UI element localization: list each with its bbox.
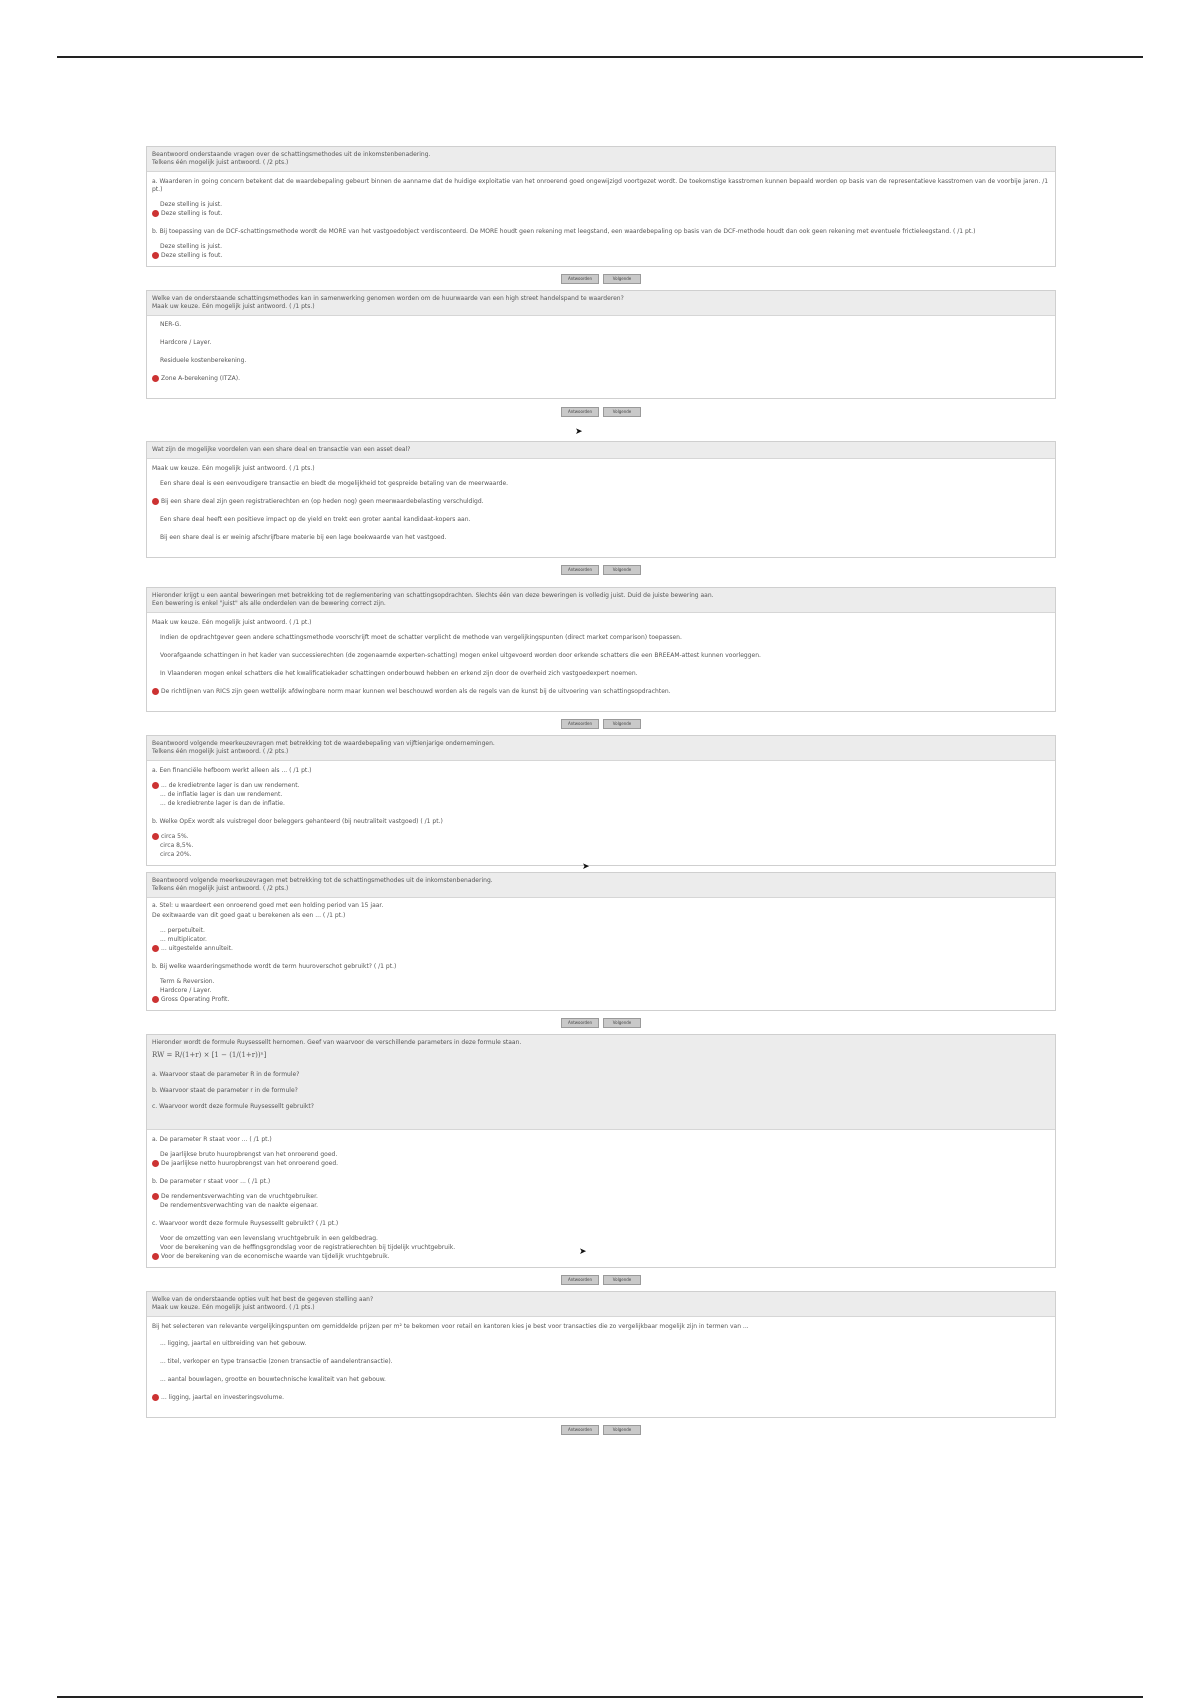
question-1 — [146, 146, 1056, 267]
options — [152, 633, 1050, 696]
question-4 — [146, 587, 1056, 712]
radio-selected-icon[interactable] — [152, 782, 159, 789]
options-b — [152, 832, 1050, 859]
cursor-icon: ➤ — [575, 427, 583, 437]
option[interactable]: ... uitgestelde annuïteit. — [152, 944, 1050, 953]
radio-selected-icon[interactable] — [152, 252, 159, 259]
options-a — [152, 781, 1050, 808]
option[interactable]: ... perpetuïteit. — [152, 926, 1050, 935]
question-instruction: Telkens één mogelijk juist antwoord. ( /2 pts.) — [152, 885, 289, 892]
options — [152, 320, 1050, 383]
question-header — [147, 1292, 1055, 1317]
question-instruction: Maak uw keuze. Eén mogelijk juist antwoord. ( /1 pt.) — [152, 619, 312, 626]
radio-icon[interactable] — [152, 635, 158, 641]
question-text: Welke van de onderstaande opties vult het best de gegeven stelling aan? — [152, 1296, 374, 1303]
options-b — [152, 242, 1050, 260]
radio-selected-icon[interactable] — [152, 1394, 159, 1401]
radio-icon[interactable] — [152, 1152, 158, 1158]
question-header — [147, 442, 1055, 459]
subquestion-b: b. Bij toepassing van de DCF-schattingsmethode wordt de MORE van het vastgoedobject verdisconteerd. De MORE houdt geen rekening met leegstand, een waardebepaling op basis van de DCF-methode houdt dan ook geen rekening met eventuele frictieleegstand. ( /1 pt.) — [152, 228, 976, 235]
button-row — [146, 405, 1056, 419]
option[interactable]: De rendementsverwachting van de naakte eigenaar. — [152, 1201, 1050, 1210]
radio-selected-icon[interactable] — [152, 945, 159, 952]
question-header — [147, 291, 1055, 316]
option[interactable]: Bij een share deal is er weinig afschrijfbare materie bij een lage boekwaarde van het vastgoed. — [152, 533, 1050, 542]
question-3 — [146, 441, 1056, 558]
subquestion-b: b. De parameter r staat voor ... ( /1 pt.) — [152, 1178, 271, 1185]
question-header — [147, 147, 1055, 172]
radio-icon[interactable] — [152, 358, 158, 364]
option[interactable]: De jaarlijkse bruto huuropbrengst van het onroerend goed. — [152, 1150, 1050, 1159]
question-2 — [146, 290, 1056, 399]
check-button[interactable]: Antwoorden — [561, 407, 599, 417]
option[interactable]: Term & Reversion. — [152, 977, 1050, 986]
radio-icon[interactable] — [152, 937, 158, 943]
option[interactable]: circa 5%. — [152, 832, 1050, 841]
button-row — [146, 1016, 1056, 1030]
question-header — [147, 588, 1055, 613]
option[interactable]: ... de kredietrente lager is dan de inflatie. — [152, 799, 1050, 808]
option[interactable]: ... titel, verkoper en type transactie (zonen transactie of aandelentransactie). — [152, 1357, 1050, 1366]
option[interactable]: ... ligging, jaartal en investeringsvolume. — [152, 1393, 1050, 1402]
question-6 — [146, 872, 1056, 1011]
prompt-a: a. Waarvoor staat de parameter R in de formule? — [152, 1071, 300, 1078]
button-row — [146, 1273, 1056, 1287]
check-button[interactable]: Antwoorden — [561, 274, 599, 284]
radio-icon[interactable] — [152, 517, 158, 523]
radio-icon[interactable] — [152, 792, 158, 798]
question-instruction: Maak uw keuze. Eén mogelijk juist antwoord. ( /1 pts.) — [152, 465, 315, 472]
radio-icon[interactable] — [152, 928, 158, 934]
subquestion-a-detail: De exitwaarde van dit goed gaat u berekenen als een ... ( /1 pt.) — [152, 912, 346, 919]
option[interactable]: ... multiplicator. — [152, 935, 1050, 944]
prompt-c: c. Waarvoor wordt deze formule Ruysessellt gebruikt? — [152, 1103, 314, 1110]
subquestion-a: a. Waarderen in going concern betekent dat de waardebepaling gebeurt binnen de aanname dat de huidige exploitatie van het onroerend goed ongewijzigd voortgezet wordt. De toekomstige kasstromen kunnen bepaald worden op basis van de representatieve kasstromen van de voorbije jaren. /1 pt.) — [152, 178, 1049, 193]
next-button[interactable]: Volgende — [603, 274, 641, 284]
check-button[interactable]: Antwoorden — [561, 1425, 599, 1435]
subquestion-a: a. Stel: u waardeert een onroerend goed met een holding period van 15 jaar. — [152, 902, 384, 909]
question-text: Welke van de onderstaande schattingsmethodes kan in samenwerking genomen worden om de huurwaarde van een high street handelspand te waarderen? — [152, 295, 624, 302]
question-instruction: Maak uw keuze. Eén mogelijk juist antwoord. ( /1 pts.) — [152, 1304, 315, 1311]
question-text: Hieronder krijgt u een aantal beweringen met betrekking tot de reglementering van schattingsopdrachten. Slechts één van deze beweringen is volledig juist. Duid de juiste bewering aan. — [152, 592, 714, 599]
radio-icon[interactable] — [152, 202, 158, 208]
option[interactable]: Bij een share deal zijn geen registratierechten en (op heden nog) geen meerwaardebelasting verschuldigd. — [152, 497, 1050, 506]
question-7 — [146, 1034, 1056, 1268]
option[interactable]: Residuele kostenberekening. — [152, 356, 1050, 365]
check-button[interactable]: Antwoorden — [561, 1275, 599, 1285]
radio-selected-icon[interactable] — [152, 498, 159, 505]
button-row — [146, 272, 1056, 286]
next-button[interactable]: Volgende — [603, 719, 641, 729]
check-button[interactable]: Antwoorden — [561, 1018, 599, 1028]
options-a — [152, 926, 1050, 953]
radio-icon[interactable] — [152, 653, 158, 659]
question-instruction: Maak uw keuze. Eén mogelijk juist antwoord. ( /1 pts.) — [152, 303, 315, 310]
radio-selected-icon[interactable] — [152, 688, 159, 695]
question-text: Beantwoord volgende meerkeuzevragen met betrekking tot de schattingsmethodes uit de inkomstenbenadering. — [152, 877, 493, 884]
radio-selected-icon[interactable] — [152, 1160, 159, 1167]
option[interactable]: circa 8,5%. — [152, 841, 1050, 850]
radio-icon[interactable] — [152, 1236, 158, 1242]
option[interactable]: ... aantal bouwlagen, grootte en bouwtechnische kwaliteit van het gebouw. — [152, 1375, 1050, 1384]
option[interactable]: Een share deal is een eenvoudigere transactie en biedt de mogelijkheid tot gespreide betaling van de meerwaarde. — [152, 479, 1050, 488]
option[interactable]: Voorafgaande schattingen in het kader van successierechten (de zogenaamde experten-schatting) mogen enkel uitgevoerd worden door erkende schatters die een BREEAM-attest kunnen voorleggen. — [152, 651, 1050, 660]
next-button[interactable]: Volgende — [603, 407, 641, 417]
option[interactable]: Zone A-berekening (ITZA). — [152, 374, 1050, 383]
subquestion-a: a. Een financiële hefboom werkt alleen als ... ( /1 pt.) — [152, 767, 312, 774]
exam-page — [146, 146, 1056, 1441]
next-button[interactable]: Volgende — [603, 1275, 641, 1285]
radio-icon[interactable] — [152, 481, 158, 487]
question-header — [147, 1035, 1055, 1130]
cursor-icon: ➤ — [582, 862, 590, 872]
option[interactable]: ... de kredietrente lager is dan uw rendement. — [152, 781, 1050, 790]
subquestion-b: b. Bij welke waarderingsmethode wordt de term huuroverschot gebruikt? ( /1 pt.) — [152, 963, 397, 970]
options-c — [152, 1234, 1050, 1261]
subquestion-a: a. De parameter R staat voor ... ( /1 pt.) — [152, 1136, 272, 1143]
check-button[interactable]: Antwoorden — [561, 565, 599, 575]
question-statement: Bij het selecteren van relevante vergelijkingspunten om gemiddelde prijzen per m² te bekomen voor retail en kantoren kies je best voor transacties die zo vergelijkbaar mogelijk zijn in termen van ... — [152, 1323, 749, 1330]
question-5 — [146, 735, 1056, 866]
formula: RW = R/(1+r) × [1 − (1/(1+r))ⁿ] — [152, 1051, 267, 1059]
radio-selected-icon[interactable] — [152, 1193, 159, 1200]
cursor-icon: ➤ — [579, 1247, 587, 1257]
button-row — [146, 563, 1056, 577]
radio-icon[interactable] — [152, 801, 158, 807]
radio-icon[interactable] — [152, 1377, 158, 1383]
radio-icon[interactable] — [152, 988, 158, 994]
subquestion-b: b. Welke OpEx wordt als vuistregel door beleggers gehanteerd (bij neutraliteit vastgoed) ( /1 pt.) — [152, 818, 443, 825]
radio-icon[interactable] — [152, 535, 158, 541]
option[interactable]: NER-G. — [152, 320, 1050, 329]
option[interactable]: Deze stelling is fout. — [152, 209, 1050, 218]
radio-icon[interactable] — [152, 340, 158, 346]
option[interactable]: Hardcore / Layer. — [152, 338, 1050, 347]
question-text: Hieronder wordt de formule Ruysessellt hernomen. Geef van waarvoor de verschillende parameters in deze formule staan. — [152, 1039, 522, 1046]
options-a — [152, 200, 1050, 218]
prompt-b: b. Waarvoor staat de parameter r in de formule? — [152, 1087, 298, 1094]
radio-icon[interactable] — [152, 843, 158, 849]
radio-selected-icon[interactable] — [152, 375, 159, 382]
radio-icon[interactable] — [152, 1245, 158, 1251]
radio-selected-icon[interactable] — [152, 210, 159, 217]
option[interactable]: De jaarlijkse netto huuropbrengst van het onroerend goed. — [152, 1159, 1050, 1168]
radio-selected-icon[interactable] — [152, 1253, 159, 1260]
next-button[interactable]: Volgende — [603, 1018, 641, 1028]
option[interactable]: Deze stelling is juist. — [152, 242, 1050, 251]
question-note: Een bewering is enkel "juist" als alle onderdelen van de bewering correct zijn. — [152, 600, 386, 607]
question-text: Beantwoord volgende meerkeuzevragen met betrekking tot de waardebepaling van vijftienjarige ondernemingen. — [152, 740, 495, 747]
option[interactable]: Deze stelling is juist. — [152, 200, 1050, 209]
radio-icon[interactable] — [152, 979, 158, 985]
radio-icon[interactable] — [152, 322, 158, 328]
option[interactable]: Indien de opdrachtgever geen andere schattingsmethode voorschrijft moet de schatter verplicht de methode van vergelijkingspunten (direct market comparison) toepassen. — [152, 633, 1050, 642]
check-button[interactable]: Antwoorden — [561, 719, 599, 729]
question-text: Beantwoord onderstaande vragen over de schattingsmethodes uit de inkomstenbenadering. — [152, 151, 431, 158]
next-button[interactable]: Volgende — [603, 1425, 641, 1435]
button-row — [146, 1423, 1056, 1437]
option[interactable]: Voor de berekening van de heffingsgrondslag voor de registratierechten bij tijdelijk vruchtgebruik. — [152, 1243, 1050, 1252]
option[interactable]: Voor de berekening van de economische waarde van tijdelijk vruchtgebruik. — [152, 1252, 1050, 1261]
option[interactable]: De rendementsverwachting van de vruchtgebruiker. — [152, 1192, 1050, 1201]
option[interactable]: Gross Operating Profit. — [152, 995, 1050, 1004]
option[interactable]: ... de inflatie lager is dan uw rendement. — [152, 790, 1050, 799]
option[interactable]: Een share deal heeft een positieve impact op de yield en trekt een groter aantal kandidaat-kopers aan. — [152, 515, 1050, 524]
options — [152, 479, 1050, 542]
question-text: Wat zijn de mogelijke voordelen van een share deal en transactie van een asset deal? — [152, 446, 411, 453]
question-8 — [146, 1291, 1056, 1418]
radio-icon[interactable] — [152, 852, 158, 858]
options-b — [152, 977, 1050, 1004]
footer-rule — [57, 1696, 1143, 1698]
radio-icon[interactable] — [152, 1203, 158, 1209]
radio-icon[interactable] — [152, 1341, 158, 1347]
radio-icon[interactable] — [152, 244, 158, 250]
radio-selected-icon[interactable] — [152, 996, 159, 1003]
option[interactable]: ... ligging, jaartal en uitbreiding van het gebouw. — [152, 1339, 1050, 1348]
button-row — [146, 717, 1056, 731]
header-rule — [57, 56, 1143, 58]
option[interactable]: Voor de omzetting van een levenslang vruchtgebruik in een geldbedrag. — [152, 1234, 1050, 1243]
options-b — [152, 1192, 1050, 1210]
options — [152, 1339, 1050, 1402]
option[interactable]: De richtlijnen van RICS zijn geen wettelijk afdwingbare norm maar kunnen wel beschouwd worden als de regels van de kunst bij de uitvoering van schattingsopdrachten. — [152, 687, 1050, 696]
option[interactable]: Deze stelling is fout. — [152, 251, 1050, 260]
next-button[interactable]: Volgende — [603, 565, 641, 575]
option[interactable]: Hardcore / Layer. — [152, 986, 1050, 995]
subquestion-c: c. Waarvoor wordt deze formule Ruysessellt gebruikt? ( /1 pt.) — [152, 1220, 339, 1227]
question-header — [147, 736, 1055, 761]
radio-selected-icon[interactable] — [152, 833, 159, 840]
radio-icon[interactable] — [152, 1359, 158, 1365]
question-instruction: Telkens één mogelijk juist antwoord. ( /2 pts.) — [152, 748, 289, 755]
option[interactable]: In Vlaanderen mogen enkel schatters die het kwalificatiekader schattingen onderbouwd hebben en erkend zijn door de overheid zich vastgoedexpert noemen. — [152, 669, 1050, 678]
option[interactable]: circa 20%. — [152, 850, 1050, 859]
question-instruction: Telkens één mogelijk juist antwoord. ( /2 pts.) — [152, 159, 289, 166]
radio-icon[interactable] — [152, 671, 158, 677]
options-a — [152, 1150, 1050, 1168]
question-header — [147, 873, 1055, 898]
